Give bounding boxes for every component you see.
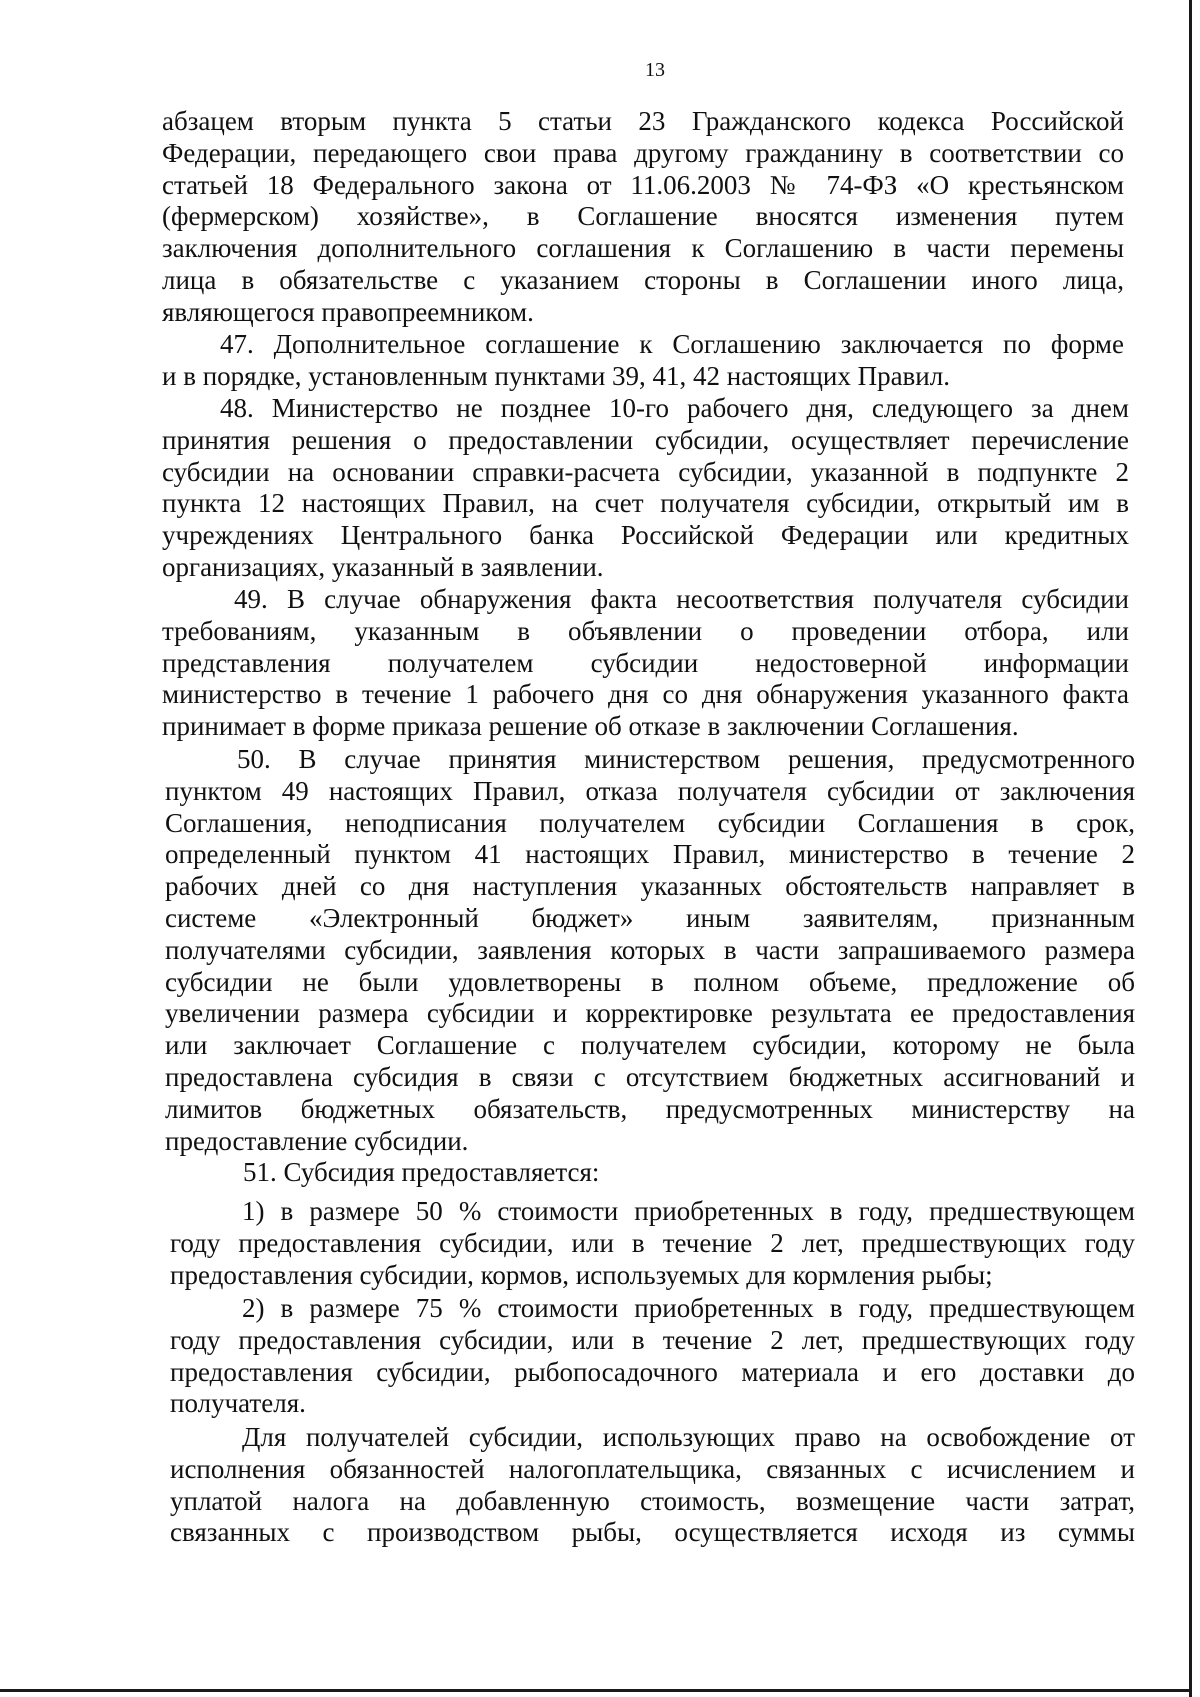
text-line: предоставление субсидии. bbox=[165, 1125, 469, 1156]
text-line: пунктом 49 настоящих Правил, отказа получателя субсидии от заключения bbox=[165, 775, 1135, 806]
text-line: году предоставления субсидии, или в течение 2 лет, предшествующих году bbox=[170, 1227, 1135, 1258]
text-line: пункта 12 настоящих Правил, на счет получателя субсидии, открытый им в bbox=[162, 488, 1129, 519]
scan-edge-bottom bbox=[0, 1689, 1192, 1692]
text-line: организациях, указанный в заявлении. bbox=[162, 551, 604, 582]
text-line: являющегося правопреемником. bbox=[162, 296, 534, 327]
text-line: абзацем вторым пункта 5 статьи 23 Гражданского кодекса Российской bbox=[162, 106, 1124, 136]
text-line: получателями субсидии, заявления которых в части запрашиваемого размера bbox=[165, 934, 1135, 965]
text-line: рабочих дней со дня наступления указанных обстоятельств направляет в bbox=[165, 871, 1135, 902]
text-line: заключения дополнительного соглашения к Соглашению в части перемены bbox=[162, 233, 1124, 264]
text-line: 48. Министерство не позднее 10-го рабочего дня, следующего за днем bbox=[220, 393, 1129, 423]
text-line: системе «Электронный бюджет» иным заявителям, признанным bbox=[165, 902, 1135, 933]
text-line: определенный пунктом 41 настоящих Правил, министерство в течение 2 bbox=[165, 839, 1135, 870]
text-line: министерство в течение 1 рабочего дня со дня обнаружения указанного факта bbox=[162, 679, 1129, 710]
text-line: исполнения обязанностей налогоплательщика, связанных с исчислением и bbox=[170, 1453, 1135, 1484]
text-line: Соглашения, неподписания получателем субсидии Соглашения в срок, bbox=[165, 807, 1135, 838]
list-item-1 bbox=[170, 1196, 1135, 1291]
text-line: субсидии не были удовлетворены в полном объеме, предложение об bbox=[165, 966, 1135, 997]
text-line: принимает в форме приказа решение об отказе в заключении Соглашения. bbox=[162, 711, 1019, 742]
text-line: или заключает Соглашение с получателем субсидии, которому не была bbox=[165, 1030, 1135, 1061]
list-item-2 bbox=[170, 1293, 1135, 1420]
text-line: 47. Дополнительное соглашение к Соглашению заключается по форме bbox=[220, 329, 1124, 359]
text-line: связанных с производством рыбы, осуществляется исходя из суммы bbox=[170, 1517, 1135, 1548]
paragraph-vat-exemption bbox=[170, 1422, 1135, 1549]
paragraph-47 bbox=[162, 329, 1124, 393]
text-line: лимитов бюджетных обязательств, предусмотренных министерству на bbox=[165, 1093, 1135, 1124]
text-line: уплатой налога на добавленную стоимость, возмещение части затрат, bbox=[170, 1485, 1135, 1516]
text-line: 50. В случае принятия министерством решения, предусмотренного bbox=[237, 744, 1135, 774]
text-line: и в порядке, установленным пунктами 39, 41, 42 настоящих Правил. bbox=[162, 360, 950, 391]
text-line: году предоставления субсидии, или в течение 2 лет, предшествующих году bbox=[170, 1324, 1135, 1355]
text-line: представления получателем субсидии недостоверной информации bbox=[162, 647, 1129, 678]
text-line: Для получателей субсидии, использующих право на освобождение от bbox=[242, 1422, 1135, 1452]
text-line: статьей 18 Федерального закона от 11.06.2003 № 74-ФЗ «О крестьянском bbox=[162, 169, 1124, 200]
text-line: 49. В случае обнаружения факта несоответствия получателя субсидии bbox=[234, 584, 1129, 614]
text-line: предоставлена субсидия в связи с отсутствием бюджетных ассигнований и bbox=[165, 1061, 1135, 1092]
paragraph-50 bbox=[165, 744, 1135, 1189]
text-line: (фермерском) хозяйстве», в Соглашение вносятся изменения путем bbox=[162, 201, 1124, 232]
text-line: 1) в размере 50 % стоимости приобретенных в году, предшествующем bbox=[242, 1196, 1135, 1226]
scan-edge-right bbox=[1189, 0, 1192, 1697]
text-line: предоставления субсидии, рыбопосадочного материала и его доставки до bbox=[170, 1356, 1135, 1387]
text-line: увеличении размера субсидии и корректировке результата ее предоставления bbox=[165, 998, 1135, 1029]
text-line: получателя. bbox=[170, 1388, 306, 1419]
paragraph-continuation bbox=[162, 106, 1124, 329]
text-line: предоставления субсидии, кормов, используемых для кормления рыбы; bbox=[170, 1259, 993, 1290]
text-line: лица в обязательстве с указанием стороны в Соглашении иного лица, bbox=[162, 264, 1124, 295]
text-line: субсидии на основании справки-расчета субсидии, указанной в подпункте 2 bbox=[162, 456, 1129, 487]
text-line: принятия решения о предоставлении субсидии, осуществляет перечисление bbox=[162, 424, 1129, 455]
paragraph-51-heading: 51. Субсидия предоставляется: bbox=[243, 1157, 600, 1188]
text-line: 2) в размере 75 % стоимости приобретенных в году, предшествующем bbox=[242, 1293, 1135, 1323]
text-line: учреждениях Центрального банка Российской Федерации или кредитных bbox=[162, 520, 1129, 551]
text-line: требованиям, указанным в объявлении о проведении отбора, или bbox=[162, 615, 1129, 646]
paragraph-49 bbox=[162, 584, 1129, 743]
page-number: 13 bbox=[645, 59, 665, 81]
paragraph-48 bbox=[162, 393, 1129, 584]
text-line: Федерации, передающего свои права другому гражданину в соответствии со bbox=[162, 137, 1124, 168]
